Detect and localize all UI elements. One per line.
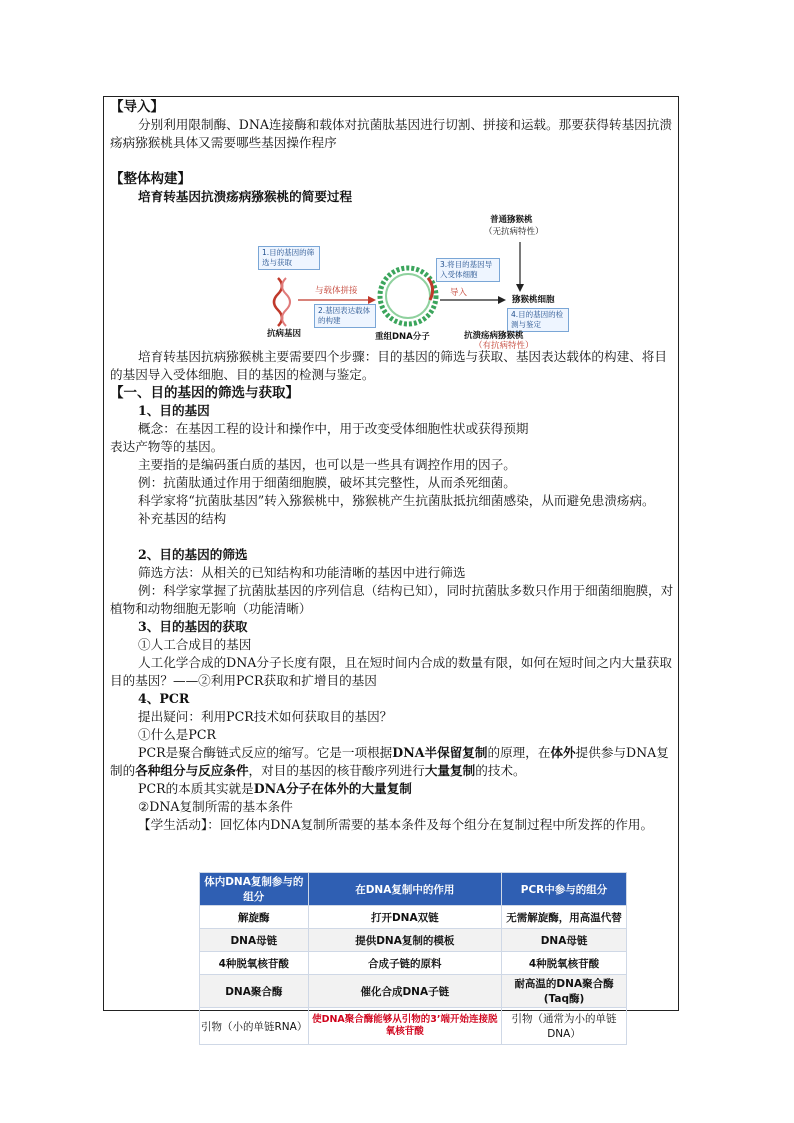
table-cell: 4种脱氧核苷酸 <box>200 952 309 975</box>
sub-heading-3: 3、目的基因的获取 <box>138 619 248 634</box>
section1-heading: 【一、目的基因的筛选与获取】 <box>110 385 299 401</box>
step4-box: 4.目的基因的检测与鉴定 <box>507 308 569 332</box>
table-header: 体内DNA复制参与的组分 <box>200 873 309 906</box>
table-cell: DNA母链 <box>502 929 627 952</box>
table-cell: 提供DNA复制的模板 <box>308 929 501 952</box>
synthesis-text: 人工化学合成的DNA分子长度有限，且在短时间内合成的数量有限，如何在短时间之内大量获取目的基因？——②利用PCR获取和扩增目的基因 <box>110 655 672 688</box>
table-cell: 合成子链的原料 <box>308 952 501 975</box>
diagram-graphics <box>110 208 674 348</box>
step3-box: 3.将目的基因导入受体细胞 <box>436 258 500 282</box>
table-header: 在DNA复制中的作用 <box>308 873 501 906</box>
concept-line-b: 表达产物等的基因。 <box>110 439 224 454</box>
table-cell: 解旋酶 <box>200 906 309 929</box>
question-text: 提出疑问：利用PCR技术如何获取目的基因？ <box>138 709 393 724</box>
overview-summary: 培育转基因抗病猕猴桃主要需要四个步骤：目的基因的筛选与获取、基因表达载体的构建、将目的基因导入受体细胞、目的基因的检测与鉴定。 <box>110 349 667 382</box>
example-3: 例：科学家掌握了抗菌肽基因的序列信息（结构已知），同时抗菌肽多数只作用于细菌细胞膜，对植物和动物细胞无影响（功能清晰） <box>110 583 674 616</box>
result-label: 抗溃疡病猕猴桃 <box>464 331 524 341</box>
result-sub: （有抗病特性） <box>474 341 534 351</box>
table-cell: 4种脱氧核苷酸 <box>502 952 627 975</box>
table-cell-highlight: 使DNA聚合酶能够从引物的3’端开始连接脱氧核苷酸 <box>308 1008 501 1045</box>
main-text: 主要指的是编码蛋白质的基因，也可以是一些具有调控作用的因子。 <box>138 457 516 472</box>
synthesis-heading: ①人工合成目的基因 <box>138 637 252 652</box>
import-label: 导入 <box>450 288 468 298</box>
example-2: 科学家将“抗菌肽基因”转入猕猴桃中，猕猴桃产生抗菌肽抵抗细菌感染，从而避免患溃疡病。 <box>138 493 655 508</box>
supplement-text: 补充基因的结构 <box>138 511 227 526</box>
sub-heading-1: 1、目的基因 <box>138 403 210 418</box>
kiwi-cell-label: 猕猴桃细胞 <box>512 295 555 305</box>
table-row <box>200 929 627 952</box>
table-row <box>200 952 627 975</box>
screening-method: 筛选方法：从相关的已知结构和功能清晰的基因中进行筛选 <box>138 565 466 580</box>
table-row <box>200 975 627 1008</box>
table-cell: 催化合成DNA子链 <box>308 975 501 1008</box>
gene-helix-icon <box>274 278 290 326</box>
conditions-heading: ②DNA复制所需的基本条件 <box>138 799 293 814</box>
gene-label: 抗病基因 <box>267 329 302 339</box>
table-cell: DNA聚合酶 <box>200 975 309 1008</box>
concept-line-a: 概念：在基因工程的设计和操作中，用于改变受体细胞性状或获得预期 <box>138 421 529 436</box>
step1-box: 1.目的基因的筛选与获取 <box>258 246 320 270</box>
pcr-essence: PCR的本质其实就是DNA分子在体外的大量复制 <box>138 781 412 796</box>
dna-replication-table <box>199 872 627 1045</box>
table-cell: 引物（通常为小的单链DNA） <box>502 1008 627 1045</box>
overview-heading: 【整体构建】 <box>110 171 191 187</box>
plain-kiwi-label: 普通猕猴桃 <box>490 215 533 225</box>
plasmid-icon <box>380 268 436 324</box>
table-cell: 打开DNA双链 <box>308 906 501 929</box>
student-activity: 【学生活动】：回忆体内DNA复制所需要的基本条件及每个组分在复制过程中所发挥的作用。 <box>138 817 654 832</box>
example-1: 例：抗菌肽通过作用于细菌细胞膜，破坏其完整性，从而杀死细菌。 <box>138 475 516 490</box>
table-cell: 耐高温的DNA聚合酶(Taq酶) <box>502 975 627 1008</box>
table-cell: 无需解旋酶，用高温代替 <box>502 906 627 929</box>
plasmid-label: 重组DNA分子 <box>375 332 430 342</box>
sub-heading-4: 4、PCR <box>138 691 190 706</box>
document-body <box>110 98 674 834</box>
intro-text: 分别利用限制酶、DNA连接酶和载体对抗菌肽基因进行切割、拼接和运载。那要获得转基因抗溃疡病猕猴桃具体又需要哪些基因操作程序 <box>110 117 672 150</box>
process-diagram <box>110 208 674 351</box>
overview-subtitle: 培育转基因抗溃疡病猕猴桃的简要过程 <box>138 189 353 204</box>
step2-box: 2.基因表达载体的构建 <box>314 304 376 328</box>
table-cell: DNA母链 <box>200 929 309 952</box>
splice-label: 与载体拼接 <box>315 286 358 296</box>
intro-heading: 【导入】 <box>110 99 164 115</box>
table-header-row <box>200 873 627 906</box>
table-cell: 引物（小的单链RNA） <box>200 1008 309 1045</box>
plain-kiwi-sub: （无抗病特性） <box>484 227 544 237</box>
table-header: PCR中参与的组分 <box>502 873 627 906</box>
table-row <box>200 906 627 929</box>
what-is-pcr: ①什么是PCR <box>138 727 216 742</box>
table-row <box>200 1008 627 1045</box>
pcr-definition: PCR是聚合酶链式反应的缩写。它是一项根据DNA半保留复制的原理，在体外提供参与DNA复制的各种组分与反应条件，对目的基因的核苷酸序列进行大量复制的技术。 <box>110 745 669 778</box>
sub-heading-2: 2、目的基因的筛选 <box>138 547 248 562</box>
